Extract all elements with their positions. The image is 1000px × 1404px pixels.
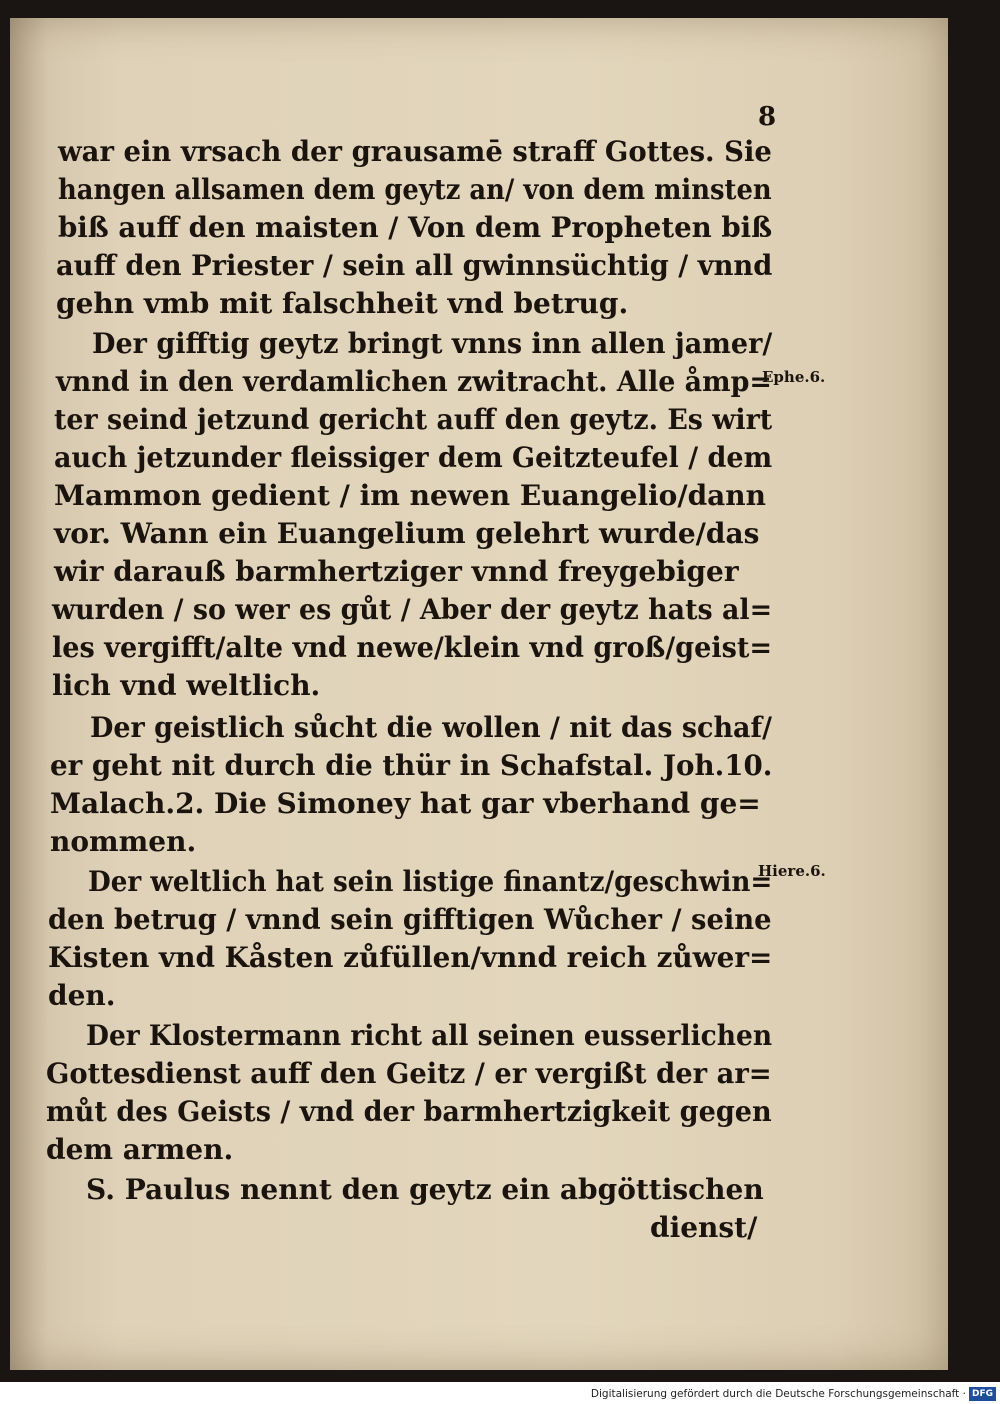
text-line: wir darauß barmhertziger vnnd freygebiger <box>54 555 739 588</box>
text-line: auff den Priester / sein all gwinnsüchtig / vnnd <box>56 249 773 282</box>
text-line: den betrug / vnnd sein gifftigen Wůcher / seine <box>48 903 772 936</box>
page-number: 8 <box>758 102 777 132</box>
text-line: Der gifftig geytz bringt vnns inn allen jamer/ <box>92 327 773 360</box>
footer-credit <box>591 1386 996 1402</box>
text-line: gehn vmb mit falschheit vnd betrug. <box>56 287 629 320</box>
text-line: auch jetzunder fleissiger dem Geitzteufel / dem <box>54 441 773 474</box>
book-page <box>10 18 948 1370</box>
text-line: Malach.2. Die Simoney hat gar vberhand ge= <box>50 787 761 820</box>
text-line: wurden / so wer es gůt / Aber der geytz hats al= <box>52 593 773 626</box>
text-line: můt des Geists / vnd der barmhertzigkeit gegen <box>46 1095 772 1128</box>
margin-note: Ephe.6. <box>762 368 826 386</box>
text-line: er geht nit durch die thür in Schafstal. Joh.10. <box>50 749 773 782</box>
text-line: biß auff den maisten / Von dem Propheten biß <box>58 211 773 244</box>
text-line: dem armen. <box>46 1133 234 1166</box>
text-line: vor. Wann ein Euangelium gelehrt wurde/das <box>54 517 760 550</box>
text-line: S. Paulus nennt den geytz ein abgöttischen <box>86 1173 764 1206</box>
text-line: hangen allsamen dem geytz an/ von dem minsten <box>58 173 772 206</box>
dfg-logo: DFG <box>969 1387 996 1401</box>
text-line: den. <box>48 979 116 1012</box>
footer-credit-text: Digitalisierung gefördert durch die Deutsche Forschungsgemeinschaft · <box>590 1388 966 1400</box>
text-line: dienst/ <box>650 1211 758 1244</box>
text-line: war ein vrsach der grausamē straff Gottes. Sie <box>58 135 772 168</box>
text-line: vnnd in den verdamlichen zwitracht. Alle åmp= <box>56 365 772 398</box>
margin-note: Hiere.6. <box>758 862 826 880</box>
text-line: Der weltlich hat sein listige finantz/geschwin= <box>88 865 773 898</box>
text-line: Der Klostermann richt all seinen eusserlichen <box>86 1019 773 1052</box>
text-line: Gottesdienst auff den Geitz / er vergißt der ar= <box>46 1057 772 1090</box>
text-line: nommen. <box>50 825 197 858</box>
text-line: Der geistlich sůcht die wollen / nit das schaf/ <box>90 711 772 744</box>
text-line: Kisten vnd Kåsten zůfüllen/vnnd reich zůwer= <box>48 941 773 974</box>
text-line: ter seind jetzund gericht auff den geytz. Es wirt <box>54 403 773 436</box>
text-line: Mammon gedient / im newen Euangelio/dann <box>54 479 767 512</box>
text-line: lich vnd weltlich. <box>52 669 321 702</box>
text-line: les vergifft/alte vnd newe/klein vnd groß/geist= <box>52 631 773 664</box>
